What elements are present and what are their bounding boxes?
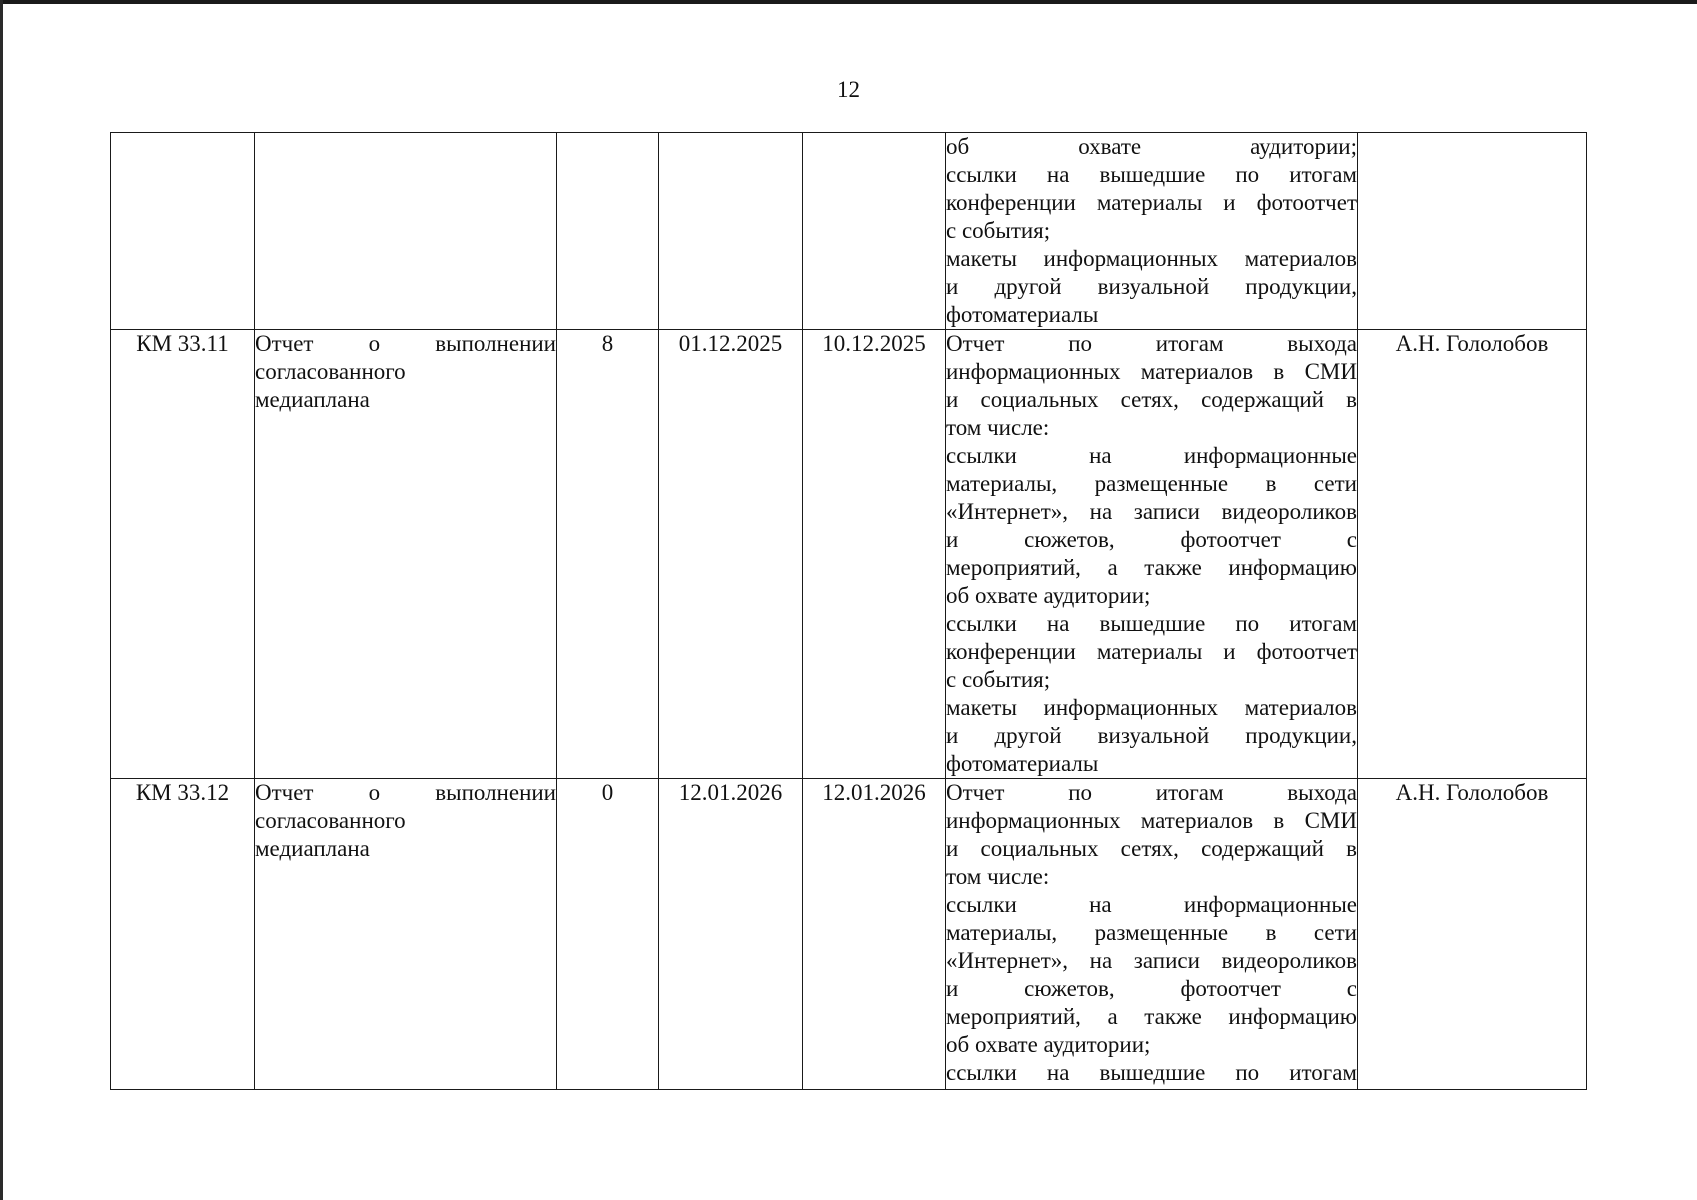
stage-cell: 8 — [557, 330, 659, 779]
responsible-cell: А.Н. Гололобов — [1358, 779, 1587, 1090]
page-number: 12 — [837, 77, 860, 102]
task-cell — [255, 779, 557, 1090]
result-cell — [946, 133, 1358, 330]
result-line: информационных материалов в СМИ — [946, 808, 1357, 833]
result-line: и другой визуальной продукции, — [946, 723, 1357, 748]
result-line: и сюжетов, фотоотчет с — [946, 527, 1357, 552]
table-row — [111, 330, 1587, 779]
result-line: макеты информационных материалов — [946, 695, 1357, 720]
result-line: Отчет по итогам выхода — [946, 331, 1357, 356]
start-date-cell — [659, 133, 803, 330]
result-line: и социальных сетях, содержащий в — [946, 387, 1357, 412]
result-line: ссылки на вышедшие по итогам — [946, 1060, 1357, 1085]
result-line: том числе: — [946, 864, 1050, 889]
result-line: материалы, размещенные в сети — [946, 471, 1357, 496]
result-line: об охвате аудитории; — [946, 134, 1357, 159]
task-line: Отчет о выполнении — [255, 331, 556, 356]
result-line: фотоматериалы — [946, 751, 1099, 776]
result-line: том числе: — [946, 415, 1050, 440]
stage-cell: 0 — [557, 779, 659, 1090]
result-line: конференции материалы и фотоотчет — [946, 190, 1357, 215]
result-line: конференции материалы и фотоотчет — [946, 639, 1357, 664]
result-line: «Интернет», на записи видеороликов — [946, 948, 1357, 973]
end-date-cell — [803, 133, 946, 330]
result-line: ссылки на вышедшие по итогам — [946, 162, 1357, 187]
milestone-id-cell — [111, 133, 255, 330]
result-line: мероприятий, а также информацию — [946, 555, 1357, 580]
end-date-cell: 10.12.2025 — [803, 330, 946, 779]
result-line: об охвате аудитории; — [946, 583, 1151, 608]
result-cell — [946, 779, 1358, 1090]
result-line: мероприятий, а также информацию — [946, 1004, 1357, 1029]
result-cell — [946, 330, 1358, 779]
scan-border-left — [0, 0, 3, 1200]
task-line: медиаплана — [255, 836, 370, 861]
task-line: согласованного — [255, 359, 406, 384]
result-text-clip — [946, 779, 1357, 1087]
milestone-id-cell: КМ 33.12 — [111, 779, 255, 1090]
result-line: с события; — [946, 218, 1051, 243]
result-line: ссылки на информационные — [946, 443, 1357, 468]
result-line: об охвате аудитории; — [946, 1032, 1151, 1057]
result-line: информационных материалов в СМИ — [946, 359, 1357, 384]
result-line: ссылки на вышедшие по итогам — [946, 611, 1357, 636]
result-line: материалы, размещенные в сети — [946, 920, 1357, 945]
end-date-cell: 12.01.2026 — [803, 779, 946, 1090]
start-date-cell: 12.01.2026 — [659, 779, 803, 1090]
result-line: макеты информационных материалов — [946, 246, 1357, 271]
table-row — [111, 133, 1587, 330]
result-line: и сюжетов, фотоотчет с — [946, 976, 1357, 1001]
task-cell — [255, 133, 557, 330]
milestone-id-cell: КМ 33.11 — [111, 330, 255, 779]
result-line: «Интернет», на записи видеороликов — [946, 499, 1357, 524]
task-line: Отчет о выполнении — [255, 780, 556, 805]
task-line: согласованного — [255, 808, 406, 833]
result-line: с события; — [946, 667, 1051, 692]
result-line: фотоматериалы — [946, 302, 1099, 327]
scan-border-top — [0, 0, 1697, 4]
task-cell — [255, 330, 557, 779]
responsible-cell — [1358, 133, 1587, 330]
task-line: медиаплана — [255, 387, 370, 412]
schedule-table — [110, 132, 1587, 1090]
responsible-cell: А.Н. Гололобов — [1358, 330, 1587, 779]
result-line: Отчет по итогам выхода — [946, 780, 1357, 805]
table-row — [111, 779, 1587, 1090]
start-date-cell: 01.12.2025 — [659, 330, 803, 779]
result-line: и социальных сетях, содержащий в — [946, 836, 1357, 861]
result-line: и другой визуальной продукции, — [946, 274, 1357, 299]
stage-cell — [557, 133, 659, 330]
result-line: ссылки на информационные — [946, 892, 1357, 917]
